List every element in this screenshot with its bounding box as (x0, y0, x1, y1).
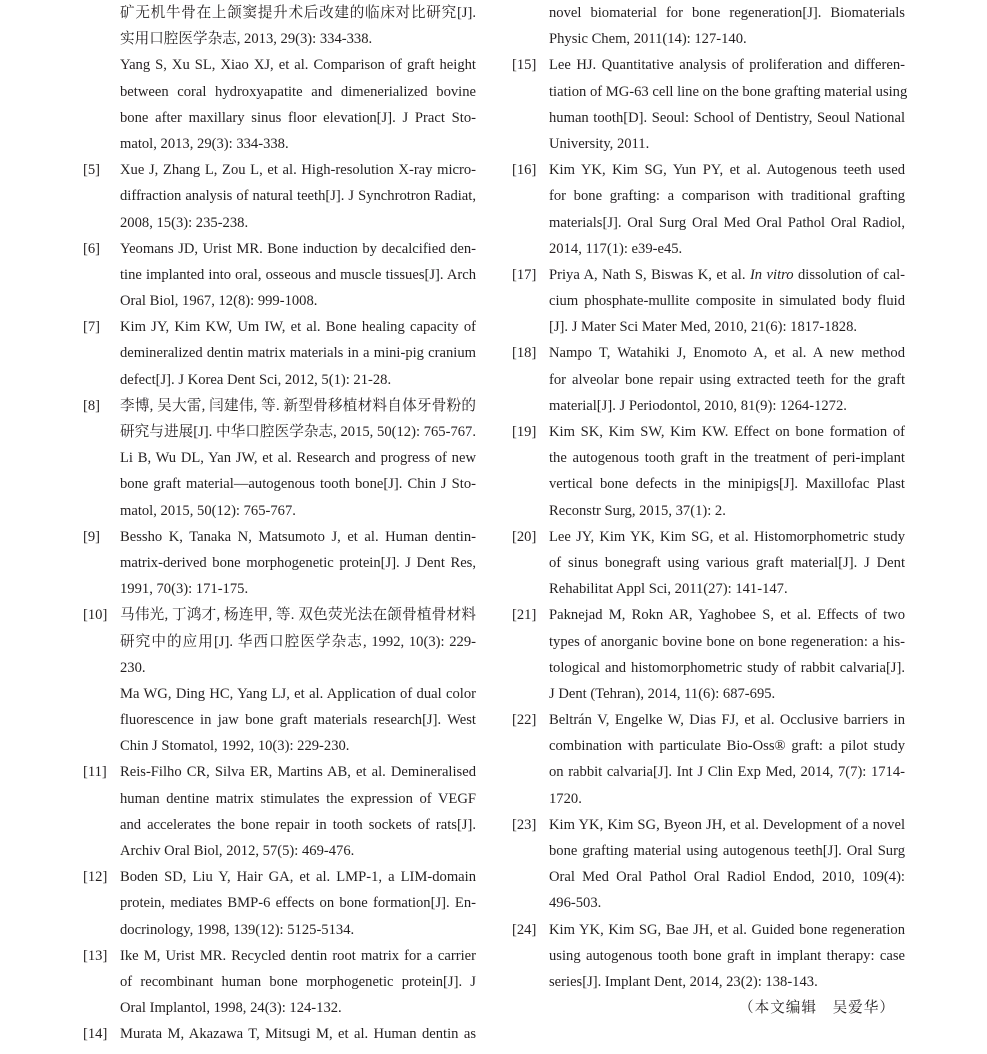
reference-line (512, 445, 905, 471)
reference-text: using autogenous tooth bone graft in implant therapy: case (549, 947, 905, 964)
reference-text: the autogenous tooth graft in the treatment of peri-implant (549, 450, 905, 467)
reference-number: [9] (83, 528, 101, 545)
reference-line (512, 733, 905, 759)
reference-line (512, 210, 905, 236)
reference-line (512, 917, 905, 943)
reference-text: Boden SD, Liu Y, Hair GA, et al. LMP-1, a LIM-domain (120, 869, 476, 886)
reference-line (512, 288, 905, 314)
reference-line (512, 314, 905, 340)
reference-text: vertical bone defects in the minipigs[J]. Maxillofac Plast (549, 476, 905, 493)
reference-column-left (83, 0, 476, 1048)
reference-line (512, 707, 905, 733)
reference-line (83, 183, 476, 209)
reference-column-right (512, 0, 908, 995)
reference-text: Lee HJ. Quantitative analysis of proliferation and differen- (549, 57, 905, 74)
reference-line (83, 157, 476, 183)
reference-number: [17] (512, 266, 537, 283)
reference-line (83, 655, 476, 681)
reference-text: novel biomaterial for bone regeneration[J]. Biomaterials (549, 5, 905, 21)
reference-text: and accelerates the bone repair in tooth sockets of rats[J]. (120, 816, 476, 833)
reference-text: of recombinant human bone morphogenetic protein[J]. J (120, 973, 476, 990)
reference-text: matol, 2015, 50(12): 765-767. (120, 502, 296, 519)
reference-text: 496-503. (549, 895, 602, 912)
editor-note: （本文编辑 吴爱华） (739, 1000, 895, 1016)
reference-text: cium phosphate-mullite composite in simulated body fluid (549, 293, 905, 310)
reference-text: human dentine matrix stimulates the expression of VEGF (120, 790, 476, 807)
reference-text: fluorescence in jaw bone graft materials research[J]. West (120, 712, 476, 729)
reference-number: [24] (512, 921, 537, 938)
reference-text: between coral hydroxyapatite and dimenerialized bovine (120, 83, 476, 100)
reference-number: [21] (512, 607, 537, 624)
reference-text: for alveolar bone repair using extracted teeth for the graft (549, 371, 905, 388)
reference-line (83, 498, 476, 524)
reference-line (83, 707, 476, 733)
reference-line (83, 1021, 476, 1047)
reference-line (512, 629, 905, 655)
reference-line (83, 943, 476, 969)
reference-line (83, 759, 476, 785)
reference-line (512, 262, 905, 288)
reference-text: Chin J Stomatol, 1992, 10(3): 229-230. (120, 738, 350, 755)
reference-line (83, 864, 476, 890)
reference-line (512, 602, 905, 628)
reference-text: Oral Med Oral Pathol Oral Radiol Endod, 2010, 109(4): (549, 869, 905, 886)
reference-text: Yang S, Xu SL, Xiao XJ, et al. Comparison of graft height (120, 57, 476, 74)
reference-line (83, 471, 476, 497)
reference-text: 研究中的应用[J]. 华西口腔医学杂志, 1992, 10(3): 229- (120, 633, 476, 650)
reference-text: Oral Biol, 1967, 12(8): 999-1008. (120, 293, 318, 310)
reference-text: protein, mediates BMP-6 effects on bone formation[J]. En- (120, 895, 476, 912)
reference-line (83, 367, 476, 393)
reference-text: materials[J]. Oral Surg Oral Med Oral Pathol Oral Radiol, (549, 214, 905, 231)
reference-text: Rehabilitat Appl Sci, 2011(27): 141-147. (549, 581, 788, 598)
reference-text: Xue J, Zhang L, Zou L, et al. High-resolution X-ray micro- (120, 162, 476, 179)
reference-number: [5] (83, 162, 101, 179)
reference-number: [19] (512, 424, 537, 440)
reference-line (83, 26, 476, 52)
reference-line (83, 105, 476, 131)
reference-text: Kim JY, Kim KW, Um IW, et al. Bone healing capacity of (120, 319, 476, 336)
reference-text: of sinus bonegraft using various graft material[J]. J Dent (549, 554, 905, 571)
reference-text: [J]. J Mater Sci Mater Med, 2010, 21(6): 1817-1828. (549, 319, 858, 336)
reference-line (83, 131, 476, 157)
reference-line (83, 917, 476, 943)
reference-text: Murata M, Akazawa T, Mitsugi M, et al. Human dentin as (120, 1026, 476, 1043)
reference-text: Kim YK, Kim SG, Yun PY, et al. Autogenous teeth used (549, 162, 905, 179)
reference-line (83, 995, 476, 1021)
reference-line (512, 0, 905, 26)
reference-line (83, 812, 476, 838)
reference-line (512, 759, 905, 785)
reference-text: 1991, 70(3): 171-175. (120, 581, 249, 598)
reference-text: Archiv Oral Biol, 2012, 57(5): 469-476. (120, 843, 355, 859)
reference-text: Beltrán V, Engelke W, Dias FJ, et al. Occlusive barriers in (549, 712, 905, 729)
reference-line (512, 393, 905, 419)
reference-line (83, 445, 476, 471)
reference-text: Kim YK, Kim SG, Byeon JH, et al. Development of a novel (549, 816, 905, 833)
reference-line (83, 79, 476, 105)
reference-line (512, 655, 905, 681)
reference-text: for bone grafting: a comparison with traditional grafting (549, 188, 905, 205)
reference-line (512, 786, 905, 812)
reference-text: Nampo T, Watahiki J, Enomoto A, et al. A new method (549, 345, 905, 362)
reference-text: defect[J]. J Korea Dent Sci, 2012, 5(1): 21-28. (120, 371, 392, 388)
reference-line (512, 157, 905, 183)
reference-text: bone graft material—autogenous tooth bone[J]. Chin J Sto- (120, 476, 476, 493)
reference-line (83, 733, 476, 759)
reference-line (83, 576, 476, 602)
reference-line (83, 681, 476, 707)
reference-text: J Dent (Tehran), 2014, 11(6): 687-695. (549, 685, 776, 702)
reference-line (83, 890, 476, 916)
reference-line (83, 524, 476, 550)
reference-number: [20] (512, 528, 537, 545)
reference-text: Li B, Wu DL, Yan JW, et al. Research and progress of new (120, 450, 476, 467)
reference-text: 矿无机牛骨在上颌窦提升术后改建的临床对比研究[J]. (120, 5, 476, 21)
reference-text: docrinology, 1998, 139(12): 5125-5134. (120, 921, 355, 938)
reference-text: Ma WG, Ding HC, Yang LJ, et al. Application of dual color (120, 685, 476, 702)
reference-line (512, 183, 905, 209)
reference-text: 2014, 117(1): e39-e45. (549, 240, 683, 257)
reference-text: series[J]. Implant Dent, 2014, 23(2): 138-143. (549, 973, 818, 990)
reference-number: [6] (83, 240, 101, 257)
reference-italic-term: In vitro (749, 266, 794, 283)
reference-line (83, 262, 476, 288)
reference-text: Kim YK, Kim SG, Bae JH, et al. Guided bone regeneration (549, 921, 905, 938)
reference-text-segment: Priya A, Nath S, Biswas K, et al. (549, 266, 750, 283)
reference-line (512, 812, 905, 838)
reference-number: [14] (83, 1026, 108, 1043)
reference-text: tological and histomorphometric study of rabbit calvaria[J]. (549, 659, 905, 676)
reference-text: matol, 2013, 29(3): 334-338. (120, 135, 289, 152)
reference-line (83, 0, 476, 26)
reference-line (83, 393, 476, 419)
reference-number: [11] (83, 764, 107, 781)
reference-line (83, 236, 476, 262)
reference-text: Reconstr Surg, 2015, 37(1): 2. (549, 502, 726, 519)
reference-text: diffraction analysis of natural teeth[J]. J Synchrotron Radiat, (120, 188, 476, 205)
reference-number: [12] (83, 869, 108, 886)
reference-number: [16] (512, 162, 537, 179)
reference-line (512, 943, 905, 969)
reference-line (512, 576, 905, 602)
reference-text-segment: dissolution of cal- (793, 266, 905, 283)
reference-text: 230. (120, 659, 146, 676)
reference-line (512, 550, 905, 576)
reference-text: Lee JY, Kim YK, Kim SG, et al. Histomorphometric study (549, 528, 905, 545)
reference-number: [15] (512, 57, 537, 74)
reference-text: bone grafting material using autogenous teeth[J]. Oral Surg (549, 843, 905, 859)
reference-line (512, 367, 905, 393)
reference-number: [8] (83, 397, 101, 414)
reference-text: tine implanted into oral, osseous and muscle tissues[J]. Arch (120, 266, 476, 283)
reference-text: combination with particulate Bio-Oss® graft: a pilot study (549, 738, 905, 755)
reference-line (83, 340, 476, 366)
reference-line (512, 131, 905, 157)
reference-text: 李博, 吴大雷, 闫建伟, 等. 新型骨移植材料自体牙骨粉的 (120, 397, 476, 414)
reference-text: Bessho K, Tanaka N, Matsumoto J, et al. Human dentin- (120, 528, 476, 545)
reference-text: human tooth[D]. Seoul: School of Dentistry, Seoul National (549, 109, 905, 126)
reference-text: matrix-derived bone morphogenetic protein[J]. J Dent Res, (120, 554, 476, 571)
reference-line (512, 498, 905, 524)
reference-line (512, 524, 905, 550)
reference-line (512, 681, 905, 707)
reference-text: 2008, 15(3): 235-238. (120, 214, 249, 231)
reference-line (512, 864, 905, 890)
reference-line (512, 105, 905, 131)
reference-text: 马伟光, 丁鸿才, 杨连甲, 等. 双色荧光法在颌骨植骨材料 (120, 607, 476, 624)
reference-line (512, 838, 905, 864)
reference-text: Physic Chem, 2011(14): 127-140. (549, 31, 747, 48)
reference-number: [10] (83, 607, 108, 624)
reference-line (83, 969, 476, 995)
reference-line (83, 629, 476, 655)
reference-line (83, 314, 476, 340)
reference-line (83, 602, 476, 628)
reference-text (549, 262, 905, 288)
reference-line (512, 969, 905, 995)
reference-line (512, 52, 905, 78)
reference-number: [18] (512, 345, 537, 362)
reference-line (512, 890, 905, 916)
reference-line (83, 288, 476, 314)
reference-text: demineralized dentin matrix materials in a mini-pig cranium (120, 345, 476, 362)
reference-text: types of anorganic bovine bone on bone regeneration: a his- (549, 633, 905, 650)
reference-number: [7] (83, 319, 101, 336)
reference-text: University, 2011. (549, 135, 650, 152)
reference-line (83, 210, 476, 236)
reference-line (512, 79, 908, 105)
reference-line (512, 340, 905, 366)
reference-line (512, 26, 905, 52)
reference-line (83, 52, 476, 78)
reference-text: Ike M, Urist MR. Recycled dentin root matrix for a carrier (120, 947, 476, 964)
reference-text: Kim SK, Kim SW, Kim KW. Effect on bone formation of (549, 424, 905, 440)
reference-text: on rabbit calvaria[J]. Int J Clin Exp Med, 2014, 7(7): 1714- (549, 764, 905, 781)
reference-line (83, 419, 476, 445)
reference-number: [13] (83, 947, 108, 964)
reference-line (83, 838, 476, 864)
reference-text: 1720. (549, 790, 582, 807)
reference-text: Paknejad M, Rokn AR, Yaghobee S, et al. Effects of two (549, 607, 905, 624)
reference-text: 研究与进展[J]. 中华口腔医学杂志, 2015, 50(12): 765-767. (120, 424, 476, 440)
reference-line (83, 550, 476, 576)
reference-number: [22] (512, 712, 537, 729)
reference-text: bone after maxillary sinus floor elevation[J]. J Pract Sto- (120, 109, 476, 126)
reference-text: Oral Implantol, 1998, 24(3): 124-132. (120, 1000, 342, 1017)
reference-text: tiation of MG-63 cell line on the bone grafting material using (549, 83, 908, 100)
reference-line (83, 786, 476, 812)
reference-text: Yeomans JD, Urist MR. Bone induction by decalcified den- (120, 240, 476, 257)
reference-line (512, 236, 905, 262)
reference-number: [23] (512, 816, 537, 833)
reference-text: 实用口腔医学杂志, 2013, 29(3): 334-338. (120, 31, 373, 48)
reference-text: material[J]. J Periodontol, 2010, 81(9): 1264-1272. (549, 397, 847, 414)
reference-text: Reis-Filho CR, Silva ER, Martins AB, et al. Demineralised (120, 764, 476, 781)
reference-line (512, 471, 905, 497)
reference-line (512, 419, 905, 445)
